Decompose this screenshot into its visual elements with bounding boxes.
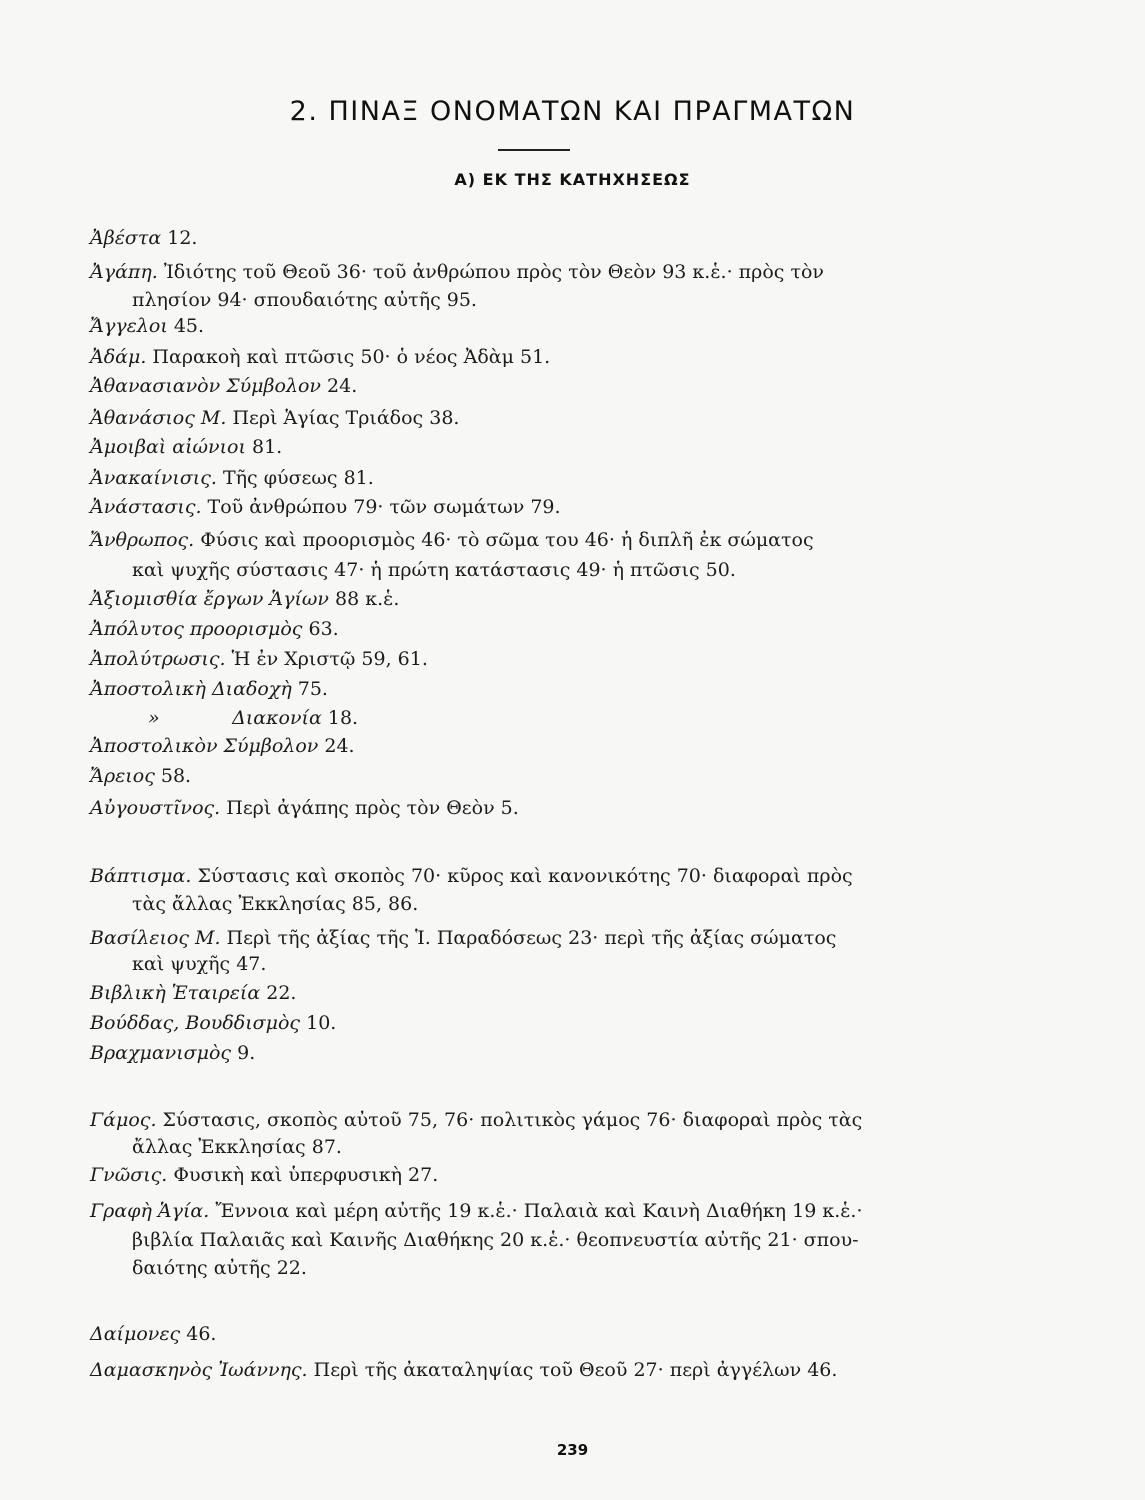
index-entry (90, 763, 970, 789)
entry-head: Ἀνάστασις. (90, 496, 202, 518)
index-entry-continuation (132, 557, 1012, 583)
index-entry (90, 1040, 970, 1066)
index-entry (90, 434, 970, 460)
entry-head: Δαμασκηνὸς Ἰωάννης. (90, 1359, 308, 1381)
entry-head: Ἄγγελοι (90, 315, 168, 337)
entry-head: » Διακονία (148, 707, 322, 729)
page-title: 2. ΠΙΝΑΞ ΟΝΟΜΑΤΩΝ ΚΑΙ ΠΡΑΓΜΑΤΩΝ (289, 96, 856, 127)
entry-head: Ἀδάμ. (90, 346, 147, 368)
entry-text: Περὶ ἀγάπης πρὸς τὸν Θεὸν 5. (220, 797, 519, 819)
index-entry (90, 1198, 970, 1224)
entry-text: δαιότης αὐτῆς 22. (132, 1257, 307, 1279)
entry-head: Γραφὴ Ἁγία. (90, 1200, 210, 1222)
entry-text: 45. (167, 315, 205, 337)
entry-text: 58. (154, 765, 192, 787)
entry-text: Τοῦ ἀνθρώπου 79· τῶν σωμάτων 79. (201, 496, 561, 518)
index-entry (90, 616, 970, 642)
index-entry (90, 313, 970, 339)
entry-text: 10. (300, 1012, 337, 1034)
entry-head: Αὐγουστῖνος. (90, 797, 221, 819)
entry-head: Γνῶσις. (90, 1164, 168, 1186)
title-rule (498, 149, 570, 151)
entry-head: Βάπτισμα. (90, 865, 192, 887)
entry-text: 46. (180, 1323, 217, 1345)
entry-head: Ἀθανασιανὸν Σύμβολον (90, 375, 321, 397)
index-entry-continuation (132, 1255, 1012, 1281)
index-entry (90, 863, 970, 889)
entry-text: βιβλία Παλαιᾶς καὶ Καινῆς Διαθήκης 20 κ.ἑ.· θεοπνευστία αὐτῆς 21· σπου- (132, 1229, 859, 1251)
entry-text: Φύσις καὶ προορισμὸς 46· τὸ σῶμα του 46· ἡ διπλῆ ἐκ σώματος (194, 529, 814, 551)
entry-head: Ἀποστολικὸν Σύμβολον (90, 735, 319, 757)
entry-text: Τῆς φύσεως 81. (216, 467, 374, 489)
index-entry (90, 1321, 970, 1347)
entry-text: Φυσικὴ καὶ ὑπερφυσικὴ 27. (167, 1164, 439, 1186)
entry-text: 88 κ.ἑ. (328, 588, 400, 610)
index-entry-continuation (132, 951, 1012, 977)
entry-head: Ἀπολύτρωσις. (90, 648, 226, 670)
index-entry (90, 1107, 970, 1133)
entry-head: Βιβλικὴ Ἑταιρεία (90, 982, 261, 1004)
entry-text: Περὶ τῆς ἀκαταληψίας τοῦ Θεοῦ 27· περὶ ἀγγέλων 46. (307, 1359, 838, 1381)
entry-text: 81. (245, 436, 283, 458)
entry-head: Γάμος. (90, 1109, 157, 1131)
entry-text: ἄλλας Ἐκκλησίας 87. (132, 1136, 342, 1158)
index-entry (90, 1162, 970, 1188)
entry-text: 63. (302, 618, 339, 640)
entry-head: Ἀβέστα (90, 227, 162, 249)
index-entry-continuation (132, 1134, 1012, 1160)
index-entry-continuation (132, 891, 1012, 917)
index-entry (90, 1357, 970, 1383)
entry-text: Περὶ τῆς ἀξίας τῆς Ἱ. Παραδόσεως 23· περὶ τῆς ἀξίας σώματος (220, 927, 837, 949)
entry-head: Ἀξιομισθία ἔργων Ἁγίων (90, 588, 329, 610)
entry-text: καὶ ψυχῆς 47. (132, 953, 267, 975)
entry-head: Ἀπόλυτος προορισμὸς (90, 618, 303, 640)
index-entry (90, 980, 970, 1006)
entry-head: Βούδδας, Βουδδισμὸς (90, 1012, 301, 1034)
entry-head: Βασίλειος Μ. (90, 927, 221, 949)
entry-text: 75. (291, 678, 328, 700)
index-entry (90, 733, 970, 759)
entry-text: τὰς ἄλλας Ἐκκλησίας 85, 86. (132, 893, 419, 915)
index-entry (90, 925, 970, 951)
index-entry (90, 494, 970, 520)
entry-text: Περὶ Ἁγίας Τριάδος 38. (226, 407, 460, 429)
index-entry-continuation (132, 1227, 1012, 1253)
entry-head: Ἀμοιβαὶ αἰώνιοι (90, 436, 246, 458)
entry-head: Ἀθανάσιος Μ. (90, 407, 227, 429)
entry-text: 12. (161, 227, 198, 249)
entry-text: Ἔννοια καὶ μέρη αὐτῆς 19 κ.ἑ.· Παλαιὰ καὶ Καινὴ Διαθήκη 19 κ.ἑ.· (209, 1200, 863, 1222)
entry-text: Ἰδιότης τοῦ Θεοῦ 36· τοῦ ἀνθρώπου πρὸς τὸν Θεὸν 93 κ.ἑ.· πρὸς τὸν (157, 261, 824, 283)
index-entry (90, 676, 970, 702)
entry-text: καὶ ψυχῆς σύστασις 47· ἡ πρώτη κατάστασις 49· ἡ πτῶσις 50. (132, 559, 736, 581)
entry-text: 24. (318, 735, 355, 757)
index-entry (90, 795, 970, 821)
entry-head: Ἀποστολικὴ Διαδοχὴ (90, 678, 292, 700)
entry-text: Σύστασις καὶ σκοπὸς 70· κῦρος καὶ κανονικότης 70· διαφοραὶ πρὸς (191, 865, 853, 887)
index-entry (90, 405, 970, 431)
entry-text: πλησίον 94· σπουδαιότης αὐτῆς 95. (132, 289, 477, 311)
entry-text: Ἡ ἐν Χριστῷ 59, 61. (225, 648, 428, 670)
entry-head: Δαίμονες (90, 1323, 181, 1345)
entry-head: Βραχμανισμὸς (90, 1042, 232, 1064)
entry-text: 22. (260, 982, 297, 1004)
index-entry (90, 586, 970, 612)
index-entry (90, 373, 970, 399)
index-entry (90, 646, 970, 672)
index-entry (90, 259, 970, 285)
entry-text: 24. (321, 375, 358, 397)
index-entry (90, 527, 970, 553)
entry-text: Παρακοὴ καὶ πτῶσις 50· ὁ νέος Ἀδὰμ 51. (146, 346, 551, 368)
entry-head: Ἀνακαίνισις. (90, 467, 217, 489)
entry-head: Ἄνθρωπος. (90, 529, 195, 551)
index-entry-continuation (132, 287, 1012, 313)
entry-text: Σύστασις, σκοπὸς αὐτοῦ 75, 76· πολιτικὸς γάμος 76· διαφοραὶ πρὸς τὰς (156, 1109, 863, 1131)
entry-text: 9. (231, 1042, 256, 1064)
index-entry (90, 465, 970, 491)
entry-head: Ἄρειος (90, 765, 155, 787)
section-subtitle: Α) ΕΚ ΤΗΣ ΚΑΤΗΧΗΣΕΩΣ (454, 170, 691, 189)
index-entry-ditto (148, 705, 1028, 731)
entry-head: Ἀγάπη. (90, 261, 158, 283)
index-entry (90, 344, 970, 370)
entry-text: 18. (321, 707, 359, 729)
index-entry (90, 1010, 970, 1036)
page-number: 239 (556, 1441, 589, 1459)
index-entry (90, 225, 970, 251)
